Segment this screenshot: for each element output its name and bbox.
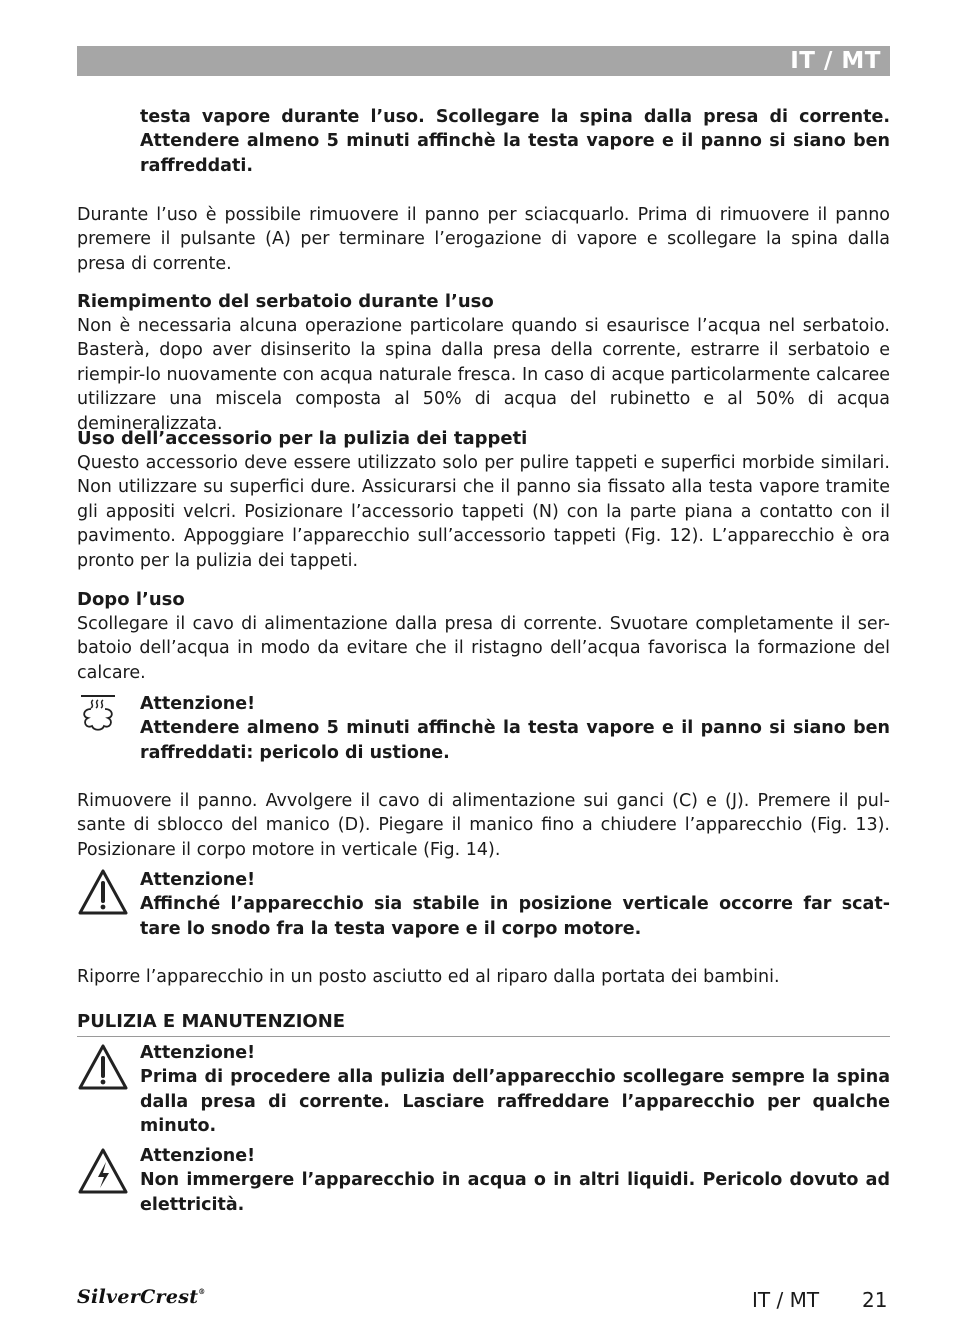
- warning-stable-title: Attenzione!: [140, 870, 256, 890]
- hot-surface-icon: [77, 693, 119, 739]
- continued-warning: [140, 105, 890, 178]
- section-text-carpet: Questo accessorio deve essere utilizzato solo per pulire tappeti e superfici morbide similari. Non utilizzare su superfici dure. Assicurarsi che il panno sia fissato alla testa vapore tramite gli appositi velcri. Posizionare l’accessorio tappeti (N) con la parte piana a contatto con il pavimento. Appoggiare l’apparecchio sull’accessorio tappeti (Fig. 12). L’apparecchio è ora pronto per la pulizia dei tappeti.: [77, 453, 890, 571]
- warning-unplug: [140, 1041, 890, 1139]
- fold-paragraph: [77, 789, 890, 862]
- section-carpet: [77, 427, 890, 573]
- brand-logo: [77, 1286, 206, 1308]
- section-divider: [77, 1036, 890, 1037]
- warning-hot-text: Attendere almeno 5 minuti affinchè la testa vapore e il panno si siano ben raffreddati: pericolo di ustione.: [140, 718, 890, 763]
- section-after-use: [77, 588, 890, 685]
- brand-name: SilverCrest: [77, 1286, 199, 1308]
- brand-registered-mark: ®: [198, 1287, 206, 1296]
- warning-hot: [140, 692, 890, 765]
- page-number: 21: [862, 1288, 888, 1312]
- warning-electric: [140, 1144, 890, 1217]
- warning-stable: [140, 868, 890, 941]
- footer-language: IT / MT: [752, 1288, 820, 1312]
- section-heading-after-use: Dopo l’uso: [77, 589, 185, 610]
- header-bar: [77, 46, 890, 76]
- warning-unplug-title: Attenzione!: [140, 1043, 256, 1063]
- warning-electric-title: Attenzione!: [140, 1146, 256, 1166]
- section-heading-cleaning: PULIZIA E MANUTENZIONE: [77, 1011, 346, 1032]
- warning-triangle-icon: [77, 1043, 129, 1095]
- store-paragraph: [77, 965, 890, 989]
- remove-cloth-text: Durante l’uso è possibile rimuovere il panno per sciacquarlo. Prima di rimuovere il panno premere il pulsante (A) per terminare l’erogazione di vapore e scollegare la spina dalla presa di corrente.: [77, 205, 890, 274]
- section-text-after-use: Scollegare il cavo di alimentazione dalla presa di corrente. Svuotare completamente il ser-batoio dell’acqua in modo da evitare che il ristagno dell’acqua favorisca la formazione del calcare.: [77, 614, 890, 683]
- warning-electric-text: Non immergere l’apparecchio in acqua o in altri liquidi. Pericolo dovuto ad elettricità.: [140, 1170, 890, 1215]
- fold-text: Rimuovere il panno. Avvolgere il cavo di alimentazione sui ganci (C) e (J). Premere il pul-sante di sblocco del manico (D). Piegare il manico fino a chiudere l’apparecchio (Fig. 13). Posizionare il corpo motore in verticale (Fig. 14).: [77, 791, 890, 860]
- section-heading-carpet: Uso dell’accessorio per la pulizia dei tappeti: [77, 428, 528, 449]
- header-language-label: IT / MT: [790, 48, 881, 74]
- remove-cloth-paragraph: [77, 203, 890, 276]
- section-text-refill: Non è necessaria alcuna operazione particolare quando si esaurisce l’acqua nel serbatoio. Basterà, dopo aver disinserito la spina dalla presa della corrente, estrarre il serbatoio e riempir-lo nuovamente con acqua naturale fresca. In caso di acque particolarmente calcaree utilizzare una miscela composta al 50% di acqua del rubinetto e al 50% di acqua demineralizzata.: [77, 316, 890, 434]
- warning-stable-text: Affinché l’apparecchio sia stabile in posizione verticale occorre far scat-tare lo snodo fra la testa vapore e il corpo motore.: [140, 894, 890, 939]
- warning-unplug-text: Prima di procedere alla pulizia dell’apparecchio scollegare sempre la spina dalla presa di corrente. Lasciare raffreddare l’apparecchio per qualche minuto.: [140, 1067, 890, 1137]
- warning-triangle-icon: [77, 868, 129, 920]
- continued-warning-text: testa vapore durante l’uso. Scollegare la spina dalla presa di corrente. Attendere almeno 5 minuti affinchè la testa vapore e il panno si siano ben raffreddati.: [140, 107, 890, 176]
- section-refill: [77, 290, 890, 436]
- store-text: Riporre l’apparecchio in un posto asciutto ed al riparo dalla portata dei bambini.: [77, 967, 780, 987]
- electric-hazard-icon: [77, 1147, 129, 1199]
- warning-hot-title: Attenzione!: [140, 694, 256, 714]
- section-cleaning: [77, 1010, 890, 1034]
- section-heading-refill: Riempimento del serbatoio durante l’uso: [77, 291, 494, 312]
